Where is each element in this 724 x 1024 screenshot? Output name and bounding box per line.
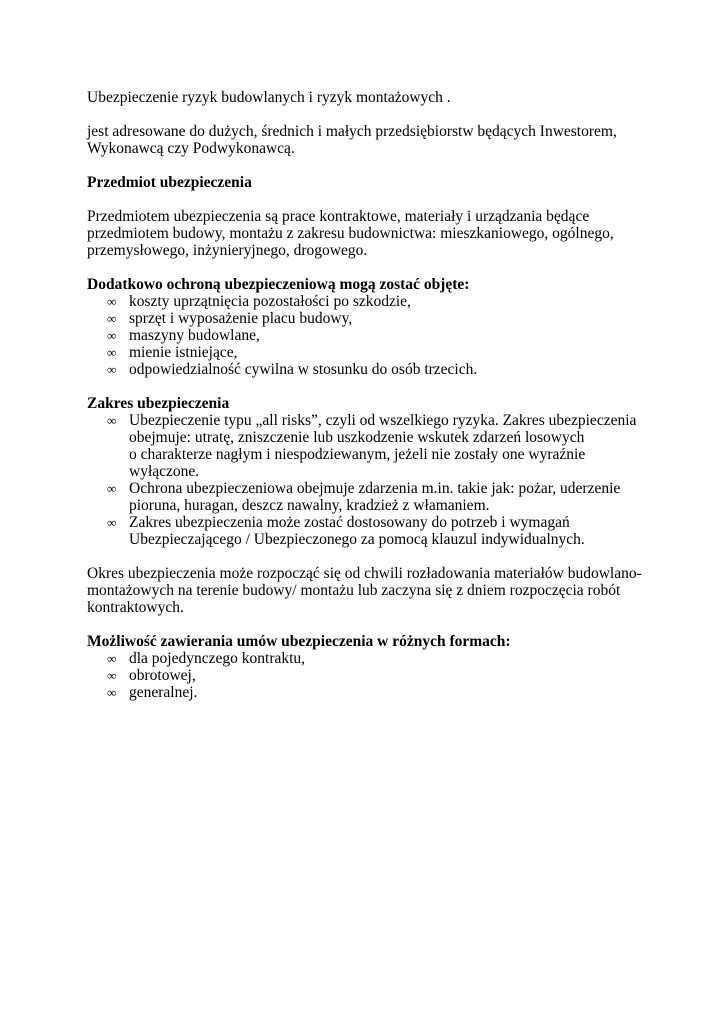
list-item <box>87 327 647 344</box>
list-item-text: Ubezpieczenie typu „all risks”, czyli od wszelkiego ryzyka. Zakres ubezpieczenia <box>129 412 637 429</box>
section-heading-subject: Przedmiot ubezpieczenia <box>87 174 252 191</box>
section-heading-scope: Zakres ubezpieczenia <box>87 395 230 412</box>
subject-line: przemysłowego, inżynieryjnego, drogowego. <box>87 242 368 259</box>
list-item <box>87 684 647 701</box>
infinity-bullet-icon: ∞ <box>107 294 117 309</box>
list-item-text: obrotowej, <box>129 667 196 684</box>
intro-line: jest adresowane do dużych, średnich i małych przedsiębiorstw będących Inwestorem, <box>87 123 617 140</box>
list-item-text: o charakterze nagłym i niespodziewanym, jeżeli nie zostały one wyraźnie wyłączone. <box>129 446 586 480</box>
list-item <box>87 480 647 514</box>
intro-paragraph <box>87 123 647 157</box>
list-item-text: Zakres ubezpieczenia może zostać dostosowany do potrzeb i wymagań <box>129 514 570 531</box>
scope-list <box>87 412 647 548</box>
list-item-text: Ubezpieczającego / Ubezpieczonego za pomocą klauzul indywidualnych. <box>129 531 585 548</box>
list-item-text: Ochrona ubezpieczeniowa obejmuje zdarzenia m.in. takie jak: pożar, uderzenie <box>129 480 621 497</box>
period-paragraph <box>87 565 647 616</box>
list-item <box>87 514 647 548</box>
list-item <box>87 412 647 480</box>
additional-coverage-list <box>87 293 647 378</box>
section-heading-additional: Dodatkowo ochroną ubezpieczeniową mogą zostać objęte: <box>87 276 470 293</box>
infinity-bullet-icon: ∞ <box>107 668 117 683</box>
list-item-text: maszyny budowlane, <box>129 327 260 344</box>
section-heading-forms: Możliwość zawierania umów ubezpieczenia w różnych formach: <box>87 633 511 650</box>
list-item <box>87 344 647 361</box>
infinity-bullet-icon: ∞ <box>107 651 117 666</box>
contract-forms-list <box>87 650 647 701</box>
list-item-text: pioruna, huragan, deszcz nawalny, kradzież z włamaniem. <box>129 497 490 514</box>
list-item-text: sprzęt i wyposażenie placu budowy, <box>129 310 353 327</box>
infinity-bullet-icon: ∞ <box>107 328 117 343</box>
intro-line: Wykonawcą czy Podwykonawcą. <box>87 140 295 157</box>
list-item-text: dla pojedynczego kontraktu, <box>129 650 306 667</box>
list-item-text: koszty uprzątnięcia pozostałości po szkodzie, <box>129 293 411 310</box>
subject-line: przedmiotem budowy, montażu z zakresu budownictwa: mieszkaniowego, ogólnego, <box>87 225 614 242</box>
list-item <box>87 293 647 310</box>
list-item <box>87 650 647 667</box>
infinity-bullet-icon: ∞ <box>107 345 117 360</box>
list-item-text: odpowiedzialność cywilna w stosunku do osób trzecich. <box>129 361 478 378</box>
list-item <box>87 361 647 378</box>
infinity-bullet-icon: ∞ <box>107 481 117 496</box>
infinity-bullet-icon: ∞ <box>107 311 117 326</box>
infinity-bullet-icon: ∞ <box>107 685 117 700</box>
period-line: montażowych na terenie budowy/ montażu lub zaczyna się z dniem rozpoczęcia robót <box>87 582 621 599</box>
list-item-text: mienie istniejące, <box>129 344 238 361</box>
list-item-text: obejmuje: utratę, zniszczenie lub uszkodzenie wskutek zdarzeń losowych <box>129 429 585 446</box>
period-line: kontraktowych. <box>87 599 184 616</box>
list-item-text: generalnej. <box>129 684 198 701</box>
list-item <box>87 310 647 327</box>
infinity-bullet-icon: ∞ <box>107 362 117 377</box>
infinity-bullet-icon: ∞ <box>107 515 117 530</box>
document-title-line: Ubezpieczenie ryzyk budowlanych i ryzyk montażowych . <box>87 89 451 106</box>
subject-line: Przedmiotem ubezpieczenia są prace kontraktowe, materiały i urządzania będące <box>87 208 590 225</box>
period-line: Okres ubezpieczenia może rozpocząć się od chwili rozładowania materiałów budowlano- <box>87 565 642 582</box>
subject-paragraph <box>87 208 647 259</box>
list-item <box>87 667 647 684</box>
document-page <box>87 89 647 701</box>
infinity-bullet-icon: ∞ <box>107 413 117 428</box>
